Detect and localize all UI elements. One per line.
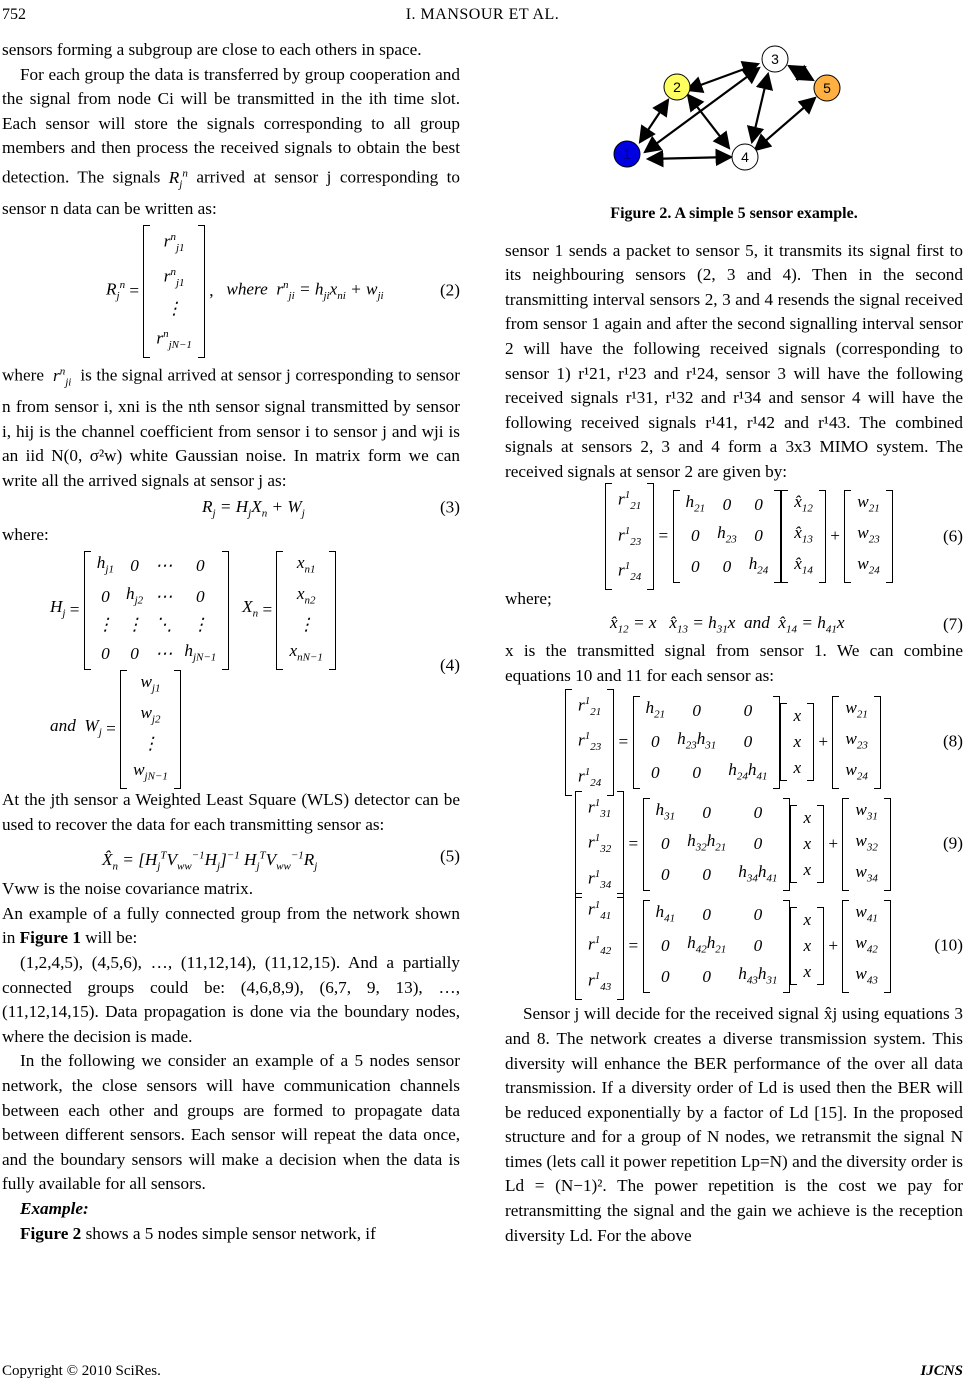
equation-2: $R_j^n$ = $r^n_{j1}$ $r^n_{j1}$ ⋮ $r^n_{jN-1}$ , where $r^n_{ji} = h_{ji}x_{ni} + w_{ji}$ (2) xyxy=(2,227,460,355)
equation-7: $x̂_{12} = x$ $x̂_{13} = h_{31}x$ and $x̂_{14} = h_{41}x$ (7) xyxy=(610,613,963,636)
vector-r: $r^n_{j1}$ $r^n_{j1}$ ⋮ $r^n_{jN-1}$ xyxy=(143,225,205,358)
paragraph: where $r^n_{ji}$ is the signal arrived at sensor j corresponding to sensor n from sensor i, xni is the nth sensor signal transmitted by sensor i, hij is the channel coefficient from sensor i to sensor j and wji is an iid N(0, σ²w) white Gaussian noise. In matrix form we can write all the arrived signals at sensor j as: xyxy=(2,365,460,490)
paragraph: (1,2,4,5), (4,5,6), …, (11,12,14), (11,12,15). And a partially connected groups could be: (4,6,8,9), (6,7, 9, 13), …, (11,12,14,15). Data propagation is done via the boundary nodes, where the decision is made. xyxy=(2,953,460,1046)
page-header xyxy=(0,6,965,30)
paragraph: where; xyxy=(505,588,552,608)
svg-text:2: 2 xyxy=(673,79,681,95)
equation-number: (7) xyxy=(942,614,963,634)
sensor-node-2 xyxy=(664,74,690,100)
figure-caption: Figure 2. A simple 5 sensor example. xyxy=(610,205,858,222)
figure-reference[interactable]: Figure 2 xyxy=(20,1223,82,1243)
paragraph xyxy=(2,1222,460,1247)
paragraph: where: xyxy=(2,525,49,545)
equation-4: $H_j$ = $h_{j1}$ 0 ⋯ 0 0 $h_{j2}$ ⋯ 0 ⋮ ⋮ ⋱ ⋮ 0 0 ⋯ $h_{jN-1}$ $X_n$ = $x_{n1}$ $x_{n2}$ ⋮ $x_{nN-1}$ and $W_j$ = $w_{j1}$ $w_{j2}$ ⋮ $w_{jN-1}$ (4) xyxy=(2,548,460,784)
paragraph-text: will be: xyxy=(80,928,138,948)
left-column xyxy=(2,38,460,1246)
equation-9: $r^1_{31}$ $r^1_{32}$ $r^1_{34}$ = $h_{31}$ 0 0 0 $h_{32}h_{21}$ 0 0 0 $h_{34}h_{41}$ x x x + $w_{31}$ $w_{32}$ $w_{34}$ (9) xyxy=(505,796,963,892)
paragraph: sensor 1 sends a packet to sensor 5, it transmits its signal first to its neighbouring sensors (2, 3 and 4). Then in the second transmitting interval sensors 2, 3 and 4 resends the signal received from sensor 1 again and after the second signalling interval sensor 2 will have the following received signals (corresponding to sensor 1) r¹21, r¹23 and r¹24, sensor 3 will have the following received signals r¹31, r¹32 and r¹34 and sensor 4 will have the following received signals r¹41, r¹42 and r¹43. The combined signals at sensors 2, 3 and 4 form a 3x3 MIMO system. The received signals at sensor 2 are given by: xyxy=(505,240,963,481)
paragraph-text: shows a 5 nodes simple sensor network, if xyxy=(81,1223,376,1243)
running-authors: I. MANSOUR ET AL. xyxy=(405,6,560,23)
vector-w: $w_{j1}$ $w_{j2}$ ⋮ $w_{jN-1}$ xyxy=(120,670,181,789)
equation-number: (2) xyxy=(439,281,460,301)
equation-5: $X̂_n = [H_j^TV_{ww}^{-1}H_j]^{-1}$ $H_j^TV_{ww}^{-1}R_j$ (5) xyxy=(102,846,460,873)
page-number: 752 xyxy=(2,6,26,23)
paragraph: Vww is the noise covariance matrix. xyxy=(2,879,254,899)
equation-number: (3) xyxy=(439,498,460,518)
sensor-node-4 xyxy=(732,144,758,170)
equation-number: (6) xyxy=(942,526,963,546)
svg-text:5: 5 xyxy=(823,80,831,96)
paragraph: Sensor j will decide for the received signal x̂j using equations 3 and 8. The network creates a diverse transmission system. This diversity will enhance the BER performance of the over all data transmission. If a diversity order of Ld is used then the BER will be reduced exponentially by a factor of Ld [15]. In the proposed structure and for a group of N nodes, we retransmit the signal N times (lets call it power repetition Lp=N) and the diversity order is Ld = (N−1)². The power repetition is the cost we pay for retransmitting the signal and the gain we achieve is the reception diversity Ld. For the above xyxy=(505,1004,963,1245)
right-column xyxy=(505,38,963,1248)
equation-3: $R_j = H_jX_n + W_j$ (3) xyxy=(202,497,460,520)
network-links xyxy=(640,64,815,159)
paragraph-text: For each group the data is transferred by group cooperation and the signal from node Ci will be transmitted in the ith time slot. Each sensor will store the signals corresponding to all group members and then process the received signals to obtain the best detection. The signals xyxy=(2,64,460,187)
equation-number: (5) xyxy=(439,846,460,866)
equation-number: (8) xyxy=(942,732,963,752)
sensor-node-5 xyxy=(814,75,840,101)
sensor-node-1 xyxy=(614,141,640,167)
equation-10: $r^1_{41}$ $r^1_{42}$ $r^1_{43}$ = $h_{41}$ 0 0 0 $h_{42}h_{21}$ 0 0 0 $h_{43}h_{31}$ x x x + $w_{41}$ $w_{42}$ $w_{43}$ (10) xyxy=(505,898,963,994)
vector-x: $x_{n1}$ $x_{n2}$ ⋮ $x_{nN-1}$ xyxy=(276,551,335,670)
paragraph: sensors forming a subgroup are close to each others in space. xyxy=(2,40,422,59)
equation-number: (9) xyxy=(942,834,963,854)
paragraph: At the jth sensor a Weighted Least Square (WLS) detector can be used to recover the data for each transmitting sensor as: xyxy=(2,790,460,834)
sensor-node-3 xyxy=(762,46,788,72)
journal-name: IJCNS xyxy=(920,1363,963,1379)
sensor-network-diagram xyxy=(505,38,963,198)
equation-8: $r^1_{21}$ $r^1_{23}$ $r^1_{24}$ = $h_{21}$ 0 0 0 $h_{23}h_{31}$ 0 0 0 $h_{24}h_{41}$ x x x + $w_{21}$ $w_{23}$ $w_{24}$ (8) xyxy=(505,694,963,790)
svg-text:1: 1 xyxy=(623,146,631,162)
matrix-h: $h_{j1}$ 0 ⋯ 0 0 $h_{j2}$ ⋯ 0 ⋮ ⋮ ⋱ ⋮ 0 0 ⋯ $h_{jN-1}$ xyxy=(84,551,229,670)
equation-number: (4) xyxy=(439,655,460,675)
paragraph: x is the transmitted signal from sensor 1. We can combine equations 10 and 11 for each sensor as: xyxy=(505,641,963,685)
paragraph: In the following we consider an example of a 5 nodes sensor network, the close sensors will have communication channels between each other and groups are formed to propagate data between different sensors. Each sensor will repeat the data once, and the boundary sensors will make a decision when the data is fully available for all sensors. xyxy=(2,1051,460,1194)
example-heading: Example: xyxy=(20,1198,89,1218)
equation-number: (10) xyxy=(934,936,963,956)
figure-reference[interactable]: Figure 1 xyxy=(19,928,81,948)
svg-text:3: 3 xyxy=(771,51,779,67)
figure-2 xyxy=(505,38,963,198)
paragraph-text: arrived at sensor j corresponding to sensor n data can be written as: xyxy=(2,167,461,218)
paragraph-text: is the signal arrived at sensor j corresponding to sensor n from sensor i, xni is the nth sensor signal transmitted by sensor i, hij is the channel coefficient from sensor i to sensor j and wji is an iid N(0, σ²w) white Gaussian noise. In matrix form we can write all the arrived signals at sensor j as: xyxy=(2,366,460,490)
paragraph xyxy=(2,902,460,951)
svg-text:4: 4 xyxy=(741,149,749,165)
equation-6: $r^1_{21}$ $r^1_{23}$ $r^1_{24}$ = $h_{21}$ 0 0 0 $h_{23}$ 0 0 0 $h_{24}$ $x̂_{12}$ $x̂_{13}$ $x̂_{14}$ + $w_{21}$ $w_{23}$ $w_{24}$ (6) xyxy=(505,489,963,585)
paragraph: For each group the data is transferred by group cooperation and the signal from node Ci will be transmitted in the ith time slot. Each sensor will store the signals corresponding to all group members and then process the received signals to obtain the best detection. The signals $R_j^n$ arrived at sensor j corresponding to sensor n data can be written as: xyxy=(2,64,461,218)
paragraph-text: An example of a fully connected group from the network shown in xyxy=(2,903,460,948)
copyright-notice: Copyright © 2010 SciRes. xyxy=(2,1363,161,1379)
